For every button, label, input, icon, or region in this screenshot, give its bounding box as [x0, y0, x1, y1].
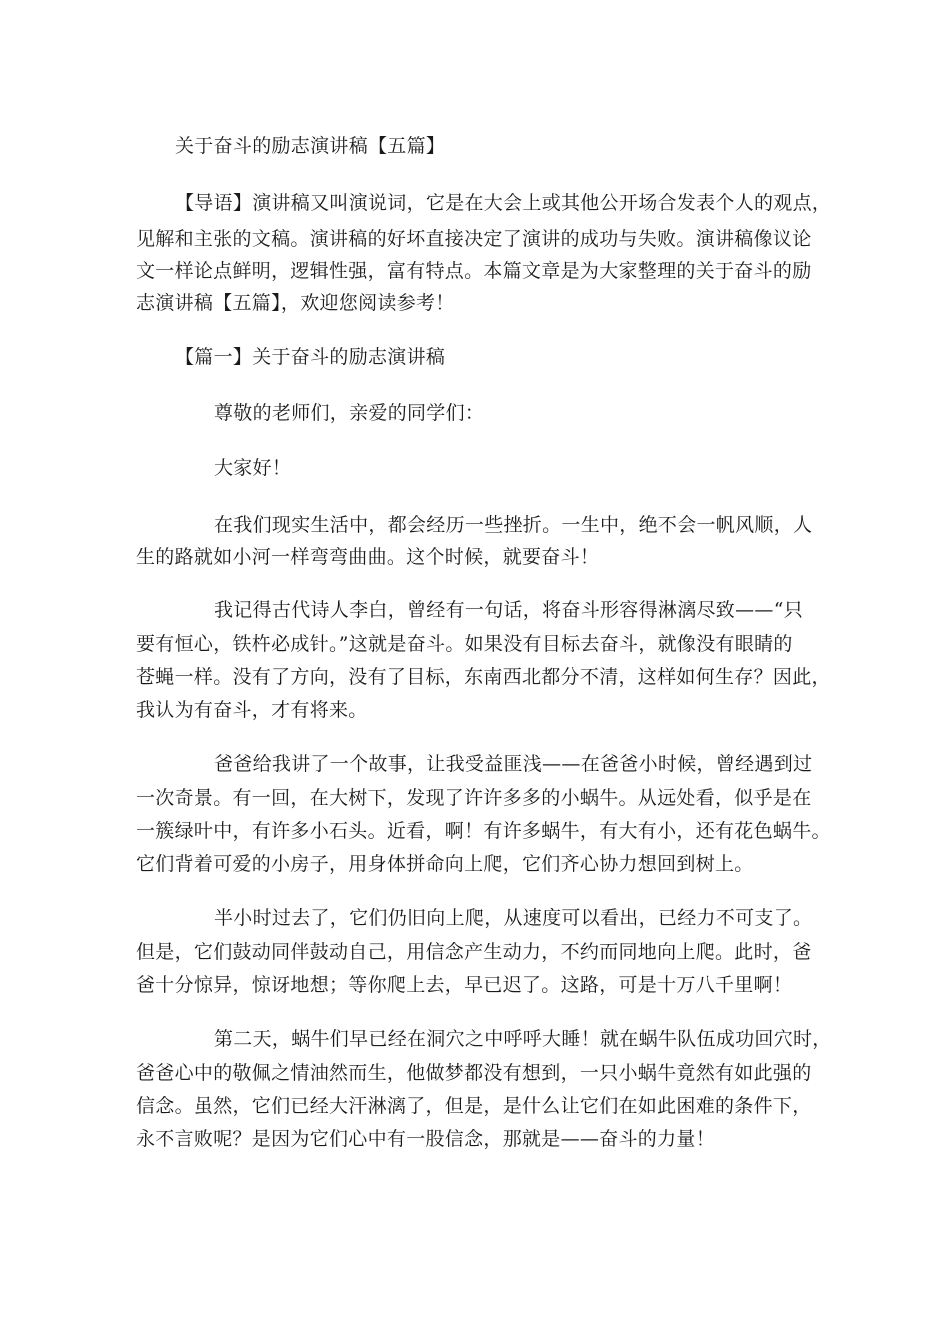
section-heading: 【篇一】关于奋斗的励志演讲稿 [175, 346, 446, 368]
paragraph-line: 爸爸给我讲了一个故事，让我受益匪浅——在爸爸小时候，曾经遇到过 [214, 753, 813, 775]
paragraph-line: 一次奇景。有一回，在大树下，发现了许许多多的小蜗牛。从远处看，似乎是在 [136, 787, 812, 809]
intro-line: 志演讲稿【五篇】，欢迎您阅读参考！ [136, 292, 455, 314]
paragraph-line: 爸爸心中的敬佩之情油然而生，他做梦都没有想到，一只小蜗牛竟然有如此强的 [136, 1062, 812, 1084]
salutation: 尊敬的老师们，亲爱的同学们： [214, 402, 485, 424]
paragraph-line: 爸十分惊异，惊讶地想；等你爬上去，早已迟了。这路，可是十万八千里啊！ [136, 974, 793, 996]
paragraph-line: 在我们现实生活中，都会经历一些挫折。一生中，绝不会一帆风顺，人 [214, 514, 813, 536]
intro-line: 见解和主张的文稿。演讲稿的好坏直接决定了演讲的成功与失败。演讲稿像议论 [136, 228, 812, 250]
paragraph-line: 永不言败呢？是因为它们心中有一股信念，那就是——奋斗的力量！ [136, 1128, 716, 1150]
greeting: 大家好！ [214, 457, 292, 479]
paragraph-line: 一簇绿叶中，有许多小石头。近看，啊！有许多蜗牛，有大有小，还有花色蜗牛。 [136, 820, 831, 842]
paragraph-line: 苍蝇一样。没有了方向，没有了目标，东南西北都分不清，这样如何生存？因此， [136, 666, 831, 688]
paragraph-line: 信念。虽然，它们已经大汗淋漓了，但是，是什么让它们在如此困难的条件下， [136, 1095, 812, 1117]
paragraph-line: 要有恒心，铁杵必成针。”这就是奋斗。如果没有目标去奋斗，就像没有眼睛的 [136, 633, 793, 655]
intro-line: 文一样论点鲜明，逻辑性强，富有特点。本篇文章是为大家整理的关于奋斗的励 [136, 260, 812, 282]
document-title: 关于奋斗的励志演讲稿【五篇】 [175, 135, 446, 157]
paragraph-line: 我记得古代诗人李白，曾经有一句话，将奋斗形容得淋漓尽致——“只 [214, 599, 804, 621]
paragraph-line: 我认为有奋斗，才有将来。 [136, 699, 368, 721]
paragraph-line: 半小时过去了，它们仍旧向上爬，从速度可以看出，已经力不可支了。 [214, 907, 813, 929]
paragraph-line: 它们背着可爱的小房子，用身体拼命向上爬，它们齐心协力想回到树上。 [136, 853, 754, 875]
paragraph-line: 第二天，蜗牛们早已经在洞穴之中呼呼大睡！就在蜗牛队伍成功回穴时， [214, 1028, 832, 1050]
paragraph-line: 但是，它们鼓动同伴鼓动自己，用信念产生动力，不约而同地向上爬。此时，爸 [136, 941, 812, 963]
paragraph-line: 生的路就如小河一样弯弯曲曲。这个时候，就要奋斗！ [136, 546, 600, 568]
intro-line: 【导语】演讲稿又叫演说词，它是在大会上或其他公开场合发表个人的观点， [175, 192, 832, 214]
